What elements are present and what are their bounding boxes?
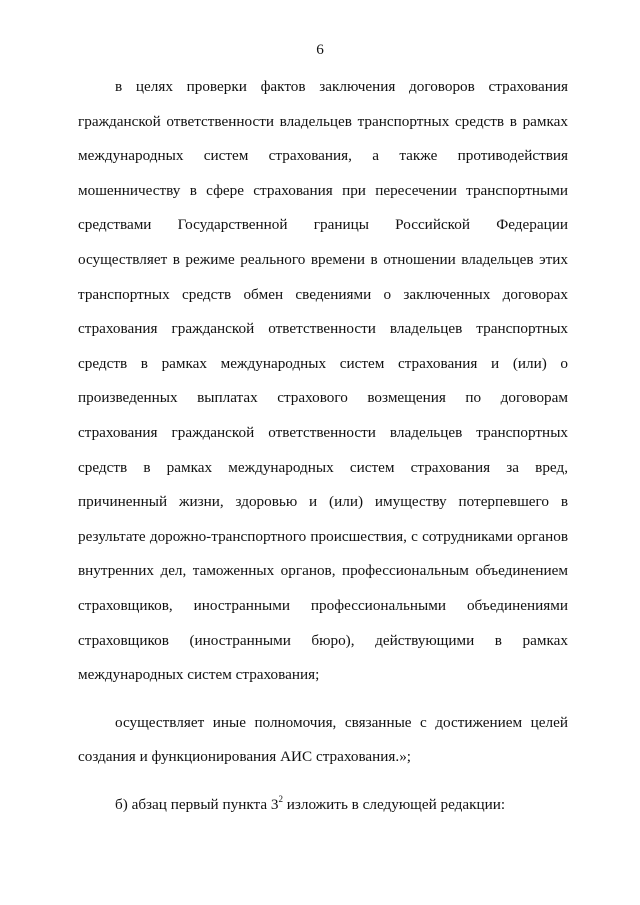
paragraph-data-exchange: в целях проверки фактов заключения договоров страхования гражданской ответственности владельцев транспортных средств в рамках международных систем страхования, а также противодействия мошенничеству в сфере страхования при пересечении транспортными средствами Государственной границы Российской Федерации осуществляет в режиме реального времени в отношении владельцев этих транспортных средств обмен сведениями о заключенных договорах страхования гражданской ответственности владельцев транспортных средств в рамках международных систем страхования и (или) о произведенных выплатах страхового возмещения по договорам страхования гражданской ответственности владельцев транспортных средств в рамках международных систем страхования за вред, причиненный жизни, здоровью и (или) имуществу потерпевшего в результате дорожно-транспортного происшествия, с сотрудниками органов внутренних дел, таможенных органов, профессиональным объединением страховщиков, иностранными профессиональными объединениями страховщиков (иностранными бюро), действующими в рамках международных систем страхования; — [78, 78, 568, 684]
amendment-text-after: изложить в следующей редакции: — [282, 795, 506, 813]
amendment-superscript: 2 — [278, 793, 283, 804]
page-number: 6 — [316, 41, 324, 58]
document-body — [78, 70, 568, 822]
paragraph-other-powers: осуществляет иные полномочия, связанные с достижением целей создания и функционирования АИС страхования.»; — [78, 713, 568, 766]
paragraph-amendment-clause — [78, 788, 568, 823]
amendment-text-before: б) абзац первый пункта 3 — [115, 795, 279, 813]
